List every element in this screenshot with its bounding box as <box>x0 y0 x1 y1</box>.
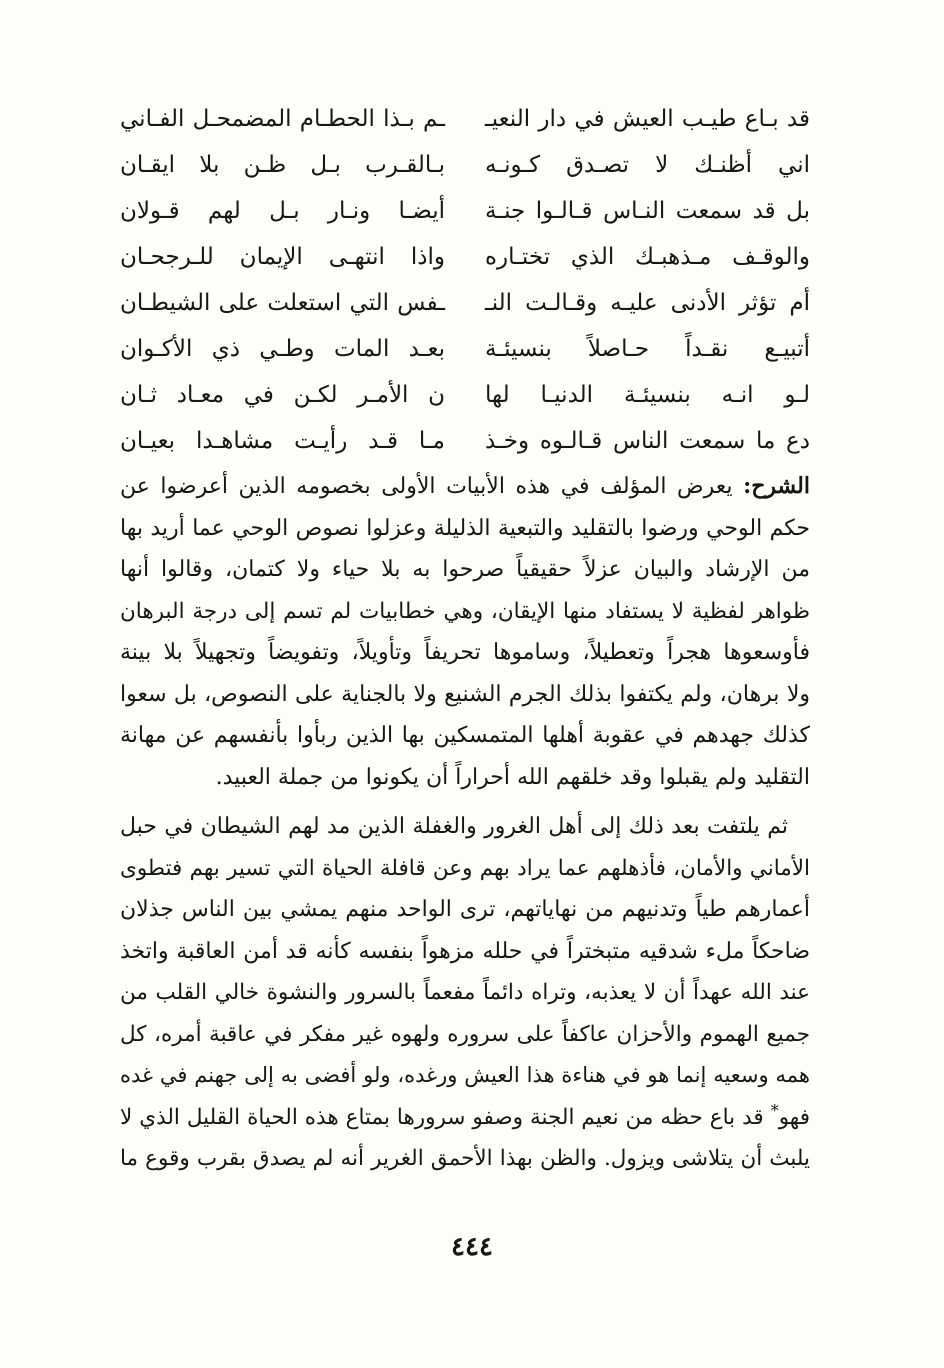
verse-row <box>120 234 810 280</box>
verse-first-hemistich: أتبيـع نقـداً حـاصلاً بنسيئـة <box>485 336 810 362</box>
commentary-line: جميع الهموم والأحزان عاكفاً على سروره ولهوه غير مفكر في عاقبة أمره، كل <box>120 1021 810 1047</box>
commentary-line: أعمارهم طياً وتدنيهم من نهاياتهم، ترى الواحد منهم يمشي بين الناس جذلان <box>120 897 810 922</box>
commentary-line: همه وسعيه إنما هو في هناءة هذا العيش ورغده، ولو أفضى به إلى جهنم في غده <box>120 1063 810 1087</box>
commentary-line: الأماني والأمان، فأذهلهم عما يراد بهم وعن قافلة الحياة التي تسير بهم فتطوى <box>120 855 810 881</box>
verse-first-hemistich: اني أظنـك لا تصـدق كـونـه <box>485 152 810 178</box>
commentary-line <box>120 466 810 508</box>
commentary-line: ظواهر لفظية لا يستفاد منها الإيقان، وهي خطابيات لم تسم إلى درجة البرهان <box>120 598 810 624</box>
commentary-line: فأوسعوها هجراً وتعطيلاً، وساموها تحريفاً وتأويلاً، وتفويضاً وتجهيلاً بلا بينة <box>120 640 810 665</box>
verse-first-hemistich: والوقـف مـذهبـك الذي تختـاره <box>485 244 810 270</box>
verse-first-hemistich: لـو انـه بنسيئـة الدنيـا لها <box>485 382 810 408</box>
verse-first-hemistich: قد بـاع طيـب العيش في دار النعيـ <box>485 106 810 132</box>
verse-second-hemistich: أيضـا ونـار بـل لهم قـولان <box>120 198 445 224</box>
verse-second-hemistich: واذا انتهـى الإيمان للـرجحـان <box>120 244 445 270</box>
page-number: ٤٤٤ <box>451 1232 493 1262</box>
verse-first-hemistich: دع ما سمعت الناس قـالـوه وخـذ <box>485 428 810 454</box>
commentary-line: عند الله عهداً أن لا يعذبه، وتراه دائماً مفعماً بالسرور والنشوة خالي القلب من <box>120 980 810 1005</box>
commentary-line: ضاحكاً ملء شدقيه متبختراً في حلله مزهواً بنفسه كأنه قد أمن العاقبة واتخذ <box>120 938 810 964</box>
verse-first-hemistich: بل قد سمعت النـاس قـالـوا جنـة <box>485 198 810 224</box>
verse-first-hemistich: أم تؤثر الأدنى عليـه وقـالـت النـ <box>485 290 810 316</box>
verse-second-hemistich: مـا قـد رأيـت مشاهـدا بعيـان <box>120 428 445 454</box>
verse-row <box>120 372 810 418</box>
commentary-line: التقليد ولم يقبلوا وقد خلقهم الله أحراراً أن يكونوا من جملة العبيد. <box>215 764 810 790</box>
verse-second-hemistich: ـم بـذا الحطـام المضمحـل الفـاني <box>120 106 445 132</box>
commentary-text: يعرض المؤلف في هذه الأبيات الأولى بخصومه الذين أعرضوا عن <box>120 474 733 499</box>
commentary-line <box>120 1097 810 1139</box>
commentary-text: قد باع حظه من نعيم الجنة وصفو سرورها بمتاع هذه الحياة القليل الذي لا <box>120 1104 764 1130</box>
verse-row <box>120 326 810 372</box>
verse-second-hemistich: ـفس التي استعلت على الشيطـان <box>120 290 445 316</box>
verse-row <box>120 142 810 188</box>
poem-verses <box>120 96 810 464</box>
commentary-label: الشرح: <box>743 473 810 499</box>
commentary-line: ثم يلتفت بعد ذلك إلى أهل الغرور والغفلة الذين مد لهم الشيطان في حبل <box>120 814 788 839</box>
commentary-line: يلبث أن يتلاشى ويزول. والظن بهذا الأحمق الغرير أنه لم يصدق بقرب وقوع ما <box>120 1146 810 1171</box>
commentary-line: كذلك جهدهم في عقوبة أهلها المتمسكين بها الذين ربأوا بأنفسهم عن مهانة <box>120 723 810 748</box>
verse-row <box>120 418 810 464</box>
verse-second-hemistich: بـالقـرب بـل ظـن بلا ايقـان <box>120 152 445 178</box>
verse-row <box>120 280 810 326</box>
commentary-line: حكم الوحي ورضوا بالتقليد والتبعية الذليلة وعزلوا نصوص الوحي عما أريد بها <box>120 515 810 541</box>
commentary-line: من الإرشاد والبيان عزلاً حقيقياً صرحوا به بلا حياء ولا كتمان، وقالوا أنها <box>120 557 810 582</box>
commentary <box>120 466 810 1180</box>
verse-row <box>120 188 810 234</box>
commentary-line: ولا برهان، ولم يكتفوا بذلك الجرم الشنيع ولا بالجناية على النصوص، بل سعوا <box>120 681 810 707</box>
verse-row <box>120 96 810 142</box>
footnote-marker: * <box>770 1100 779 1120</box>
verse-second-hemistich: ن الأمـر لكـن في معـاد ثـان <box>120 382 445 408</box>
verse-second-hemistich: بعـد المات وطـي ذي الأكـوان <box>120 336 445 362</box>
commentary-text: فهو <box>778 1104 810 1130</box>
paragraph-gap <box>120 798 810 806</box>
